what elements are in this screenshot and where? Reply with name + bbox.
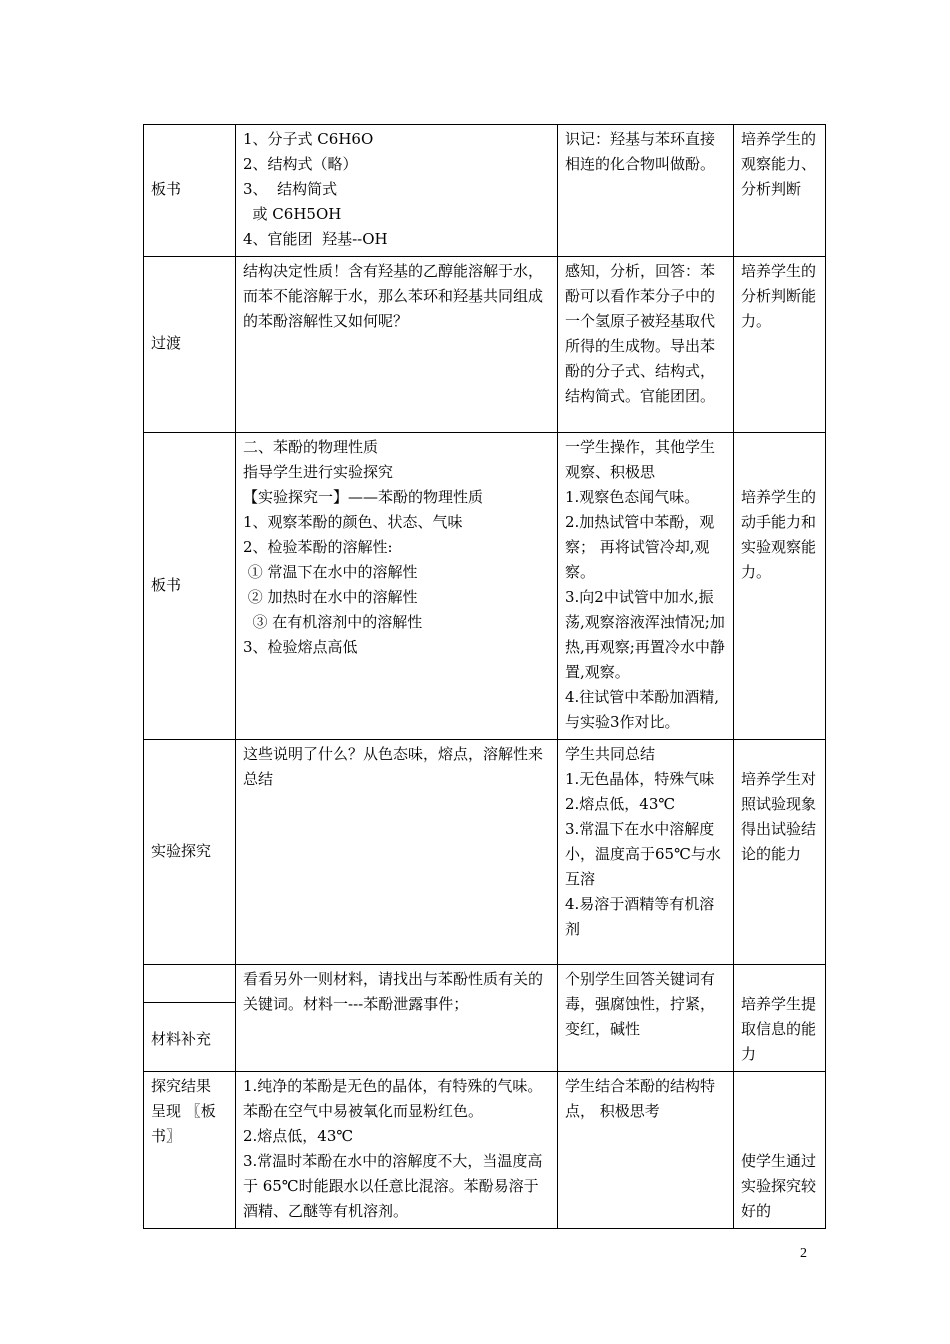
goal-text: 培养学生的动手能力和实验观察能力。 [741,488,817,581]
cell-divider [144,980,235,1003]
content-text: 结构决定性质！含有羟基的乙醇能溶解于水，而苯不能溶解于水，那么苯环和羟基共同组成的苯酚溶解性又如何呢？ [243,262,544,330]
table-row [144,433,826,740]
content-line: 4、官能团 羟基--OH [243,230,388,248]
row-label: 过渡 [151,334,182,352]
student-activity-cell [558,257,734,433]
goal-text: 使学生通过实验探究较好的 [741,1152,817,1220]
student-activity-cell [558,125,734,257]
content-cell [236,1072,558,1229]
student-activity-text: 学生共同总结 [565,745,656,763]
student-activity-text: 学生结合苯酚的结构特点， 积极思考 [565,1077,716,1120]
student-activity-text: 一学生操作，其他学生观察、积极思 [565,438,716,481]
goal-text: 培养学生对照试验现象得出试验结论的能力 [741,770,817,863]
table-row [144,125,826,257]
content-line: 或 C6H5OH [243,205,342,223]
student-activity-cell [558,965,734,1072]
content-text: 看看另外一则材料，请找出与苯酚性质有关的关键词。材料一---苯酚泄露事件； [243,970,544,1013]
student-activity-text: 4.易溶于酒精等有机溶剂 [565,895,715,938]
page-number: 2 [800,1246,807,1261]
goal-cell [734,965,826,1072]
goal-cell [734,740,826,965]
row-label: 〖板书〗 [151,1102,216,1145]
student-activity-text: 1.观察色态闻气味。 [565,488,700,506]
student-activity-text: 3.向2中试管中加水,振荡,观察溶液浑浊情况;加热,再观察;再置冷水中静置,观察。 [565,588,725,681]
content-cell [236,965,558,1072]
content-text: 1.纯净的苯酚是无色的晶体，有特殊的气味。苯酚在空气中易被氧化而显粉红色。 [243,1077,543,1120]
row-label: 探究结果 [151,1077,212,1095]
content-line: 2、检验苯酚的溶解性: [243,538,393,556]
row-label: 板书 [151,180,182,198]
student-activity-text: 3.常温下在水中溶解度小，温度高于65℃与水互溶 [565,820,721,888]
content-line: 2、结构式（略） [243,155,358,173]
row-label: 板书 [151,575,182,594]
goal-text: 培养学生提取信息的能力 [741,995,817,1063]
content-line: 3、检验熔点高低 [243,638,358,656]
table-row [144,740,826,965]
content-line: 1、分子式 C6H6O [243,130,374,148]
content-line: ③ 在有机溶剂中的溶解性 [243,613,423,631]
row-label: 实验探究 [151,841,212,860]
row-label-cell [144,257,236,433]
row-label: 呈现 [151,1102,182,1120]
content-cell [236,257,558,433]
student-activity-text: 2.熔点低，43℃ [565,795,676,813]
goal-text: 培养学生的观察能力、分析判断 [741,130,817,198]
row-label: 材料补充 [151,1030,212,1048]
content-cell [236,740,558,965]
student-activity-cell [558,740,734,965]
goal-cell [734,433,826,740]
student-activity-text: 2.加热试管中苯酚，观察； 再将试管冷却,观察。 [565,513,715,581]
row-label-cell [144,1072,236,1229]
student-activity-text: 感知，分析，回答：苯酚可以看作苯分子中的一个氢原子被羟基取代所得的生成物。导出苯酚的分子式、结构式，结构简式。官能团团。 [565,262,716,405]
content-line: 1、观察苯酚的颜色、状态、气味 [243,513,463,531]
student-activity-text: 个别学生回答关键词有毒，强腐蚀性，拧紧，变红，碱性 [565,970,716,1038]
student-activity-text: 识记：羟基与苯环直接相连的化合物叫做酚。 [565,130,716,173]
table-row [144,965,826,1072]
row-label-cell [144,740,236,965]
content-line: 指导学生进行实验探究 [243,463,394,481]
goal-cell [734,1072,826,1229]
student-activity-cell [558,433,734,740]
goal-cell [734,125,826,257]
goal-text: 培养学生的分析判断能力。 [741,262,817,330]
content-text: 2.熔点低，43℃ [243,1127,354,1145]
lesson-plan-table [143,124,826,1229]
content-line: ① 常温下在水中的溶解性 [243,563,418,581]
content-line: 二、苯酚的物理性质 [243,438,379,456]
content-text: 3.常温时苯酚在水中的溶解度不大，当温度高于 65℃时能跟水以任意比混溶。苯酚易溶于酒精、乙醚等有机溶剂。 [243,1152,543,1220]
student-activity-text: 4.往试管中苯酚加酒精,与实验3作对比。 [565,688,720,731]
goal-cell [734,257,826,433]
content-text: 这些说明了什么？从色态味，熔点，溶解性来总结 [243,745,544,788]
table-row [144,1072,826,1229]
content-cell [236,125,558,257]
row-label-cell [144,433,236,740]
student-activity-cell [558,1072,734,1229]
content-cell [236,433,558,740]
table-row [144,257,826,433]
content-line: 3、 结构简式 [243,180,338,198]
row-label-cell [144,125,236,257]
content-line: 【实验探究一】——苯酚的物理性质 [243,488,484,506]
student-activity-text: 1.无色晶体，特殊气味 [565,770,715,788]
row-label-cell [144,965,236,1072]
content-line: ② 加热时在水中的溶解性 [243,588,418,606]
